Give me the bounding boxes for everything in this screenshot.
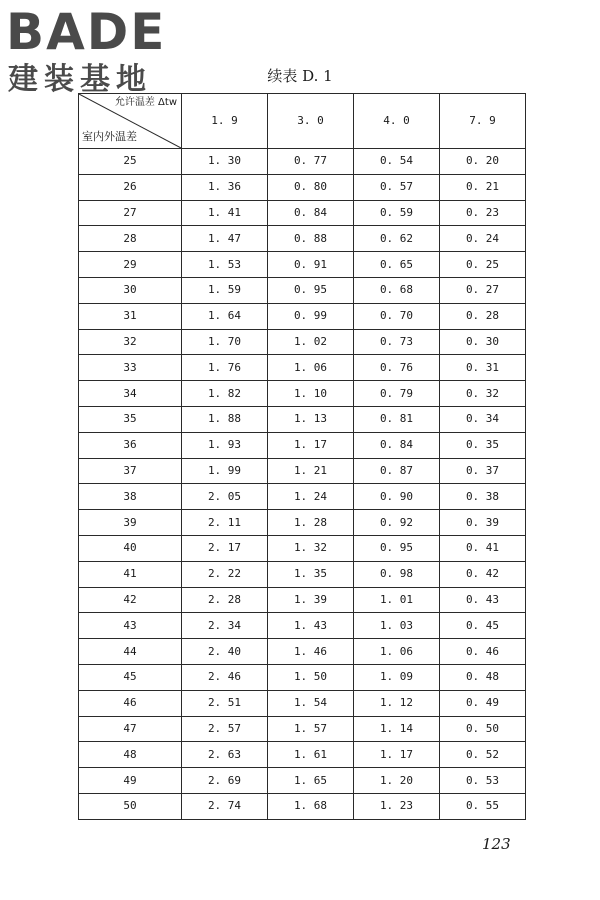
row-header-cell: 43 bbox=[79, 613, 182, 639]
table-cell: 1. 53 bbox=[182, 252, 268, 278]
table-cell: 1. 41 bbox=[182, 200, 268, 226]
table-cell: 1. 17 bbox=[268, 432, 354, 458]
table-cell: 0. 73 bbox=[354, 329, 440, 355]
table-cell: 2. 17 bbox=[182, 535, 268, 561]
table-cell: 0. 35 bbox=[440, 432, 526, 458]
table-cell: 1. 68 bbox=[268, 793, 354, 819]
table-cell: 2. 57 bbox=[182, 716, 268, 742]
table-cell: 1. 06 bbox=[354, 639, 440, 665]
row-header-cell: 30 bbox=[79, 277, 182, 303]
table-cell: 0. 77 bbox=[268, 149, 354, 175]
logo-wordmark: BADE bbox=[6, 3, 167, 61]
table-cell: 2. 74 bbox=[182, 793, 268, 819]
table-row bbox=[79, 613, 526, 639]
table-cell: 0. 30 bbox=[440, 329, 526, 355]
column-header: 1. 9 bbox=[182, 94, 268, 149]
table-cell: 0. 43 bbox=[440, 587, 526, 613]
table-cell: 0. 53 bbox=[440, 768, 526, 794]
table-cell: 0. 49 bbox=[440, 690, 526, 716]
table-cell: 0. 95 bbox=[268, 277, 354, 303]
table-cell: 0. 50 bbox=[440, 716, 526, 742]
column-header: 3. 0 bbox=[268, 94, 354, 149]
table-cell: 1. 65 bbox=[268, 768, 354, 794]
table-row bbox=[79, 768, 526, 794]
row-header-cell: 27 bbox=[79, 200, 182, 226]
table-cell: 0. 24 bbox=[440, 226, 526, 252]
table-cell: 1. 23 bbox=[354, 793, 440, 819]
table-cell: 2. 46 bbox=[182, 664, 268, 690]
row-header-cell: 29 bbox=[79, 252, 182, 278]
table-cell: 1. 99 bbox=[182, 458, 268, 484]
table-row bbox=[79, 664, 526, 690]
table-cell: 0. 68 bbox=[354, 277, 440, 303]
table-cell: 0. 84 bbox=[354, 432, 440, 458]
row-header-cell: 31 bbox=[79, 303, 182, 329]
row-header-cell: 34 bbox=[79, 381, 182, 407]
table-cell: 1. 03 bbox=[354, 613, 440, 639]
row-header-cell: 28 bbox=[79, 226, 182, 252]
table-cell: 0. 20 bbox=[440, 149, 526, 175]
table-cell: 0. 81 bbox=[354, 406, 440, 432]
row-header-cell: 45 bbox=[79, 664, 182, 690]
table-cell: 1. 39 bbox=[268, 587, 354, 613]
table-cell: 1. 61 bbox=[268, 742, 354, 768]
table-cell: 0. 32 bbox=[440, 381, 526, 407]
table-cell: 1. 82 bbox=[182, 381, 268, 407]
table-row bbox=[79, 406, 526, 432]
table-cell: 1. 13 bbox=[268, 406, 354, 432]
row-header-cell: 32 bbox=[79, 329, 182, 355]
table-cell: 0. 55 bbox=[440, 793, 526, 819]
table-cell: 0. 99 bbox=[268, 303, 354, 329]
table-cell: 0. 98 bbox=[354, 561, 440, 587]
table-cell: 0. 59 bbox=[354, 200, 440, 226]
row-header-cell: 49 bbox=[79, 768, 182, 794]
table-row bbox=[79, 639, 526, 665]
page-number: 123 bbox=[482, 835, 511, 853]
table-cell: 2. 69 bbox=[182, 768, 268, 794]
table-cell: 1. 12 bbox=[354, 690, 440, 716]
table-cell: 1. 59 bbox=[182, 277, 268, 303]
table-cell: 0. 91 bbox=[268, 252, 354, 278]
table-cell: 2. 05 bbox=[182, 484, 268, 510]
table-cell: 0. 34 bbox=[440, 406, 526, 432]
table-cell: 0. 57 bbox=[354, 174, 440, 200]
table-cell: 0. 48 bbox=[440, 664, 526, 690]
table-cell: 0. 45 bbox=[440, 613, 526, 639]
table-row bbox=[79, 149, 526, 175]
table-cell: 2. 22 bbox=[182, 561, 268, 587]
table-corner-header bbox=[79, 94, 182, 149]
table-cell: 0. 23 bbox=[440, 200, 526, 226]
table-row bbox=[79, 561, 526, 587]
table-cell: 1. 01 bbox=[354, 587, 440, 613]
table-cell: 1. 09 bbox=[354, 664, 440, 690]
table-cell: 1. 21 bbox=[268, 458, 354, 484]
table-cell: 1. 70 bbox=[182, 329, 268, 355]
corner-label-indoor-outdoor-diff: 室内外温差 bbox=[82, 130, 137, 143]
table-cell: 0. 62 bbox=[354, 226, 440, 252]
table-row bbox=[79, 510, 526, 536]
table-cell: 2. 63 bbox=[182, 742, 268, 768]
table-row bbox=[79, 742, 526, 768]
table-cell: 1. 30 bbox=[182, 149, 268, 175]
table-cell: 0. 80 bbox=[268, 174, 354, 200]
table-cell: 0. 42 bbox=[440, 561, 526, 587]
table-cell: 0. 65 bbox=[354, 252, 440, 278]
table-row bbox=[79, 484, 526, 510]
table-cell: 1. 50 bbox=[268, 664, 354, 690]
table-row bbox=[79, 458, 526, 484]
row-header-cell: 36 bbox=[79, 432, 182, 458]
table-cell: 1. 76 bbox=[182, 355, 268, 381]
row-header-cell: 39 bbox=[79, 510, 182, 536]
row-header-cell: 48 bbox=[79, 742, 182, 768]
table-row bbox=[79, 174, 526, 200]
table-cell: 1. 17 bbox=[354, 742, 440, 768]
table-cell: 1. 88 bbox=[182, 406, 268, 432]
table-row bbox=[79, 303, 526, 329]
table-cell: 0. 38 bbox=[440, 484, 526, 510]
row-header-cell: 40 bbox=[79, 535, 182, 561]
table-row bbox=[79, 200, 526, 226]
table-cell: 1. 93 bbox=[182, 432, 268, 458]
row-header-cell: 25 bbox=[79, 149, 182, 175]
table-cell: 2. 28 bbox=[182, 587, 268, 613]
table-cell: 0. 95 bbox=[354, 535, 440, 561]
table-cell: 0. 92 bbox=[354, 510, 440, 536]
table-cell: 0. 90 bbox=[354, 484, 440, 510]
table-title: 续表 D. 1 bbox=[267, 67, 333, 85]
table-row bbox=[79, 690, 526, 716]
table-cell: 0. 31 bbox=[440, 355, 526, 381]
table-cell: 2. 11 bbox=[182, 510, 268, 536]
row-header-cell: 42 bbox=[79, 587, 182, 613]
table-row bbox=[79, 277, 526, 303]
table-row bbox=[79, 432, 526, 458]
table-cell: 0. 39 bbox=[440, 510, 526, 536]
table-cell: 0. 79 bbox=[354, 381, 440, 407]
table-cell: 0. 88 bbox=[268, 226, 354, 252]
table-cell: 0. 21 bbox=[440, 174, 526, 200]
table-row bbox=[79, 793, 526, 819]
logo-subtitle: 建装基地 bbox=[8, 62, 152, 97]
table-row bbox=[79, 355, 526, 381]
table-cell: 1. 06 bbox=[268, 355, 354, 381]
table-cell: 0. 76 bbox=[354, 355, 440, 381]
table-cell: 0. 52 bbox=[440, 742, 526, 768]
column-header: 4. 0 bbox=[354, 94, 440, 149]
table-cell: 0. 46 bbox=[440, 639, 526, 665]
table-cell: 0. 87 bbox=[354, 458, 440, 484]
table-cell: 0. 37 bbox=[440, 458, 526, 484]
table-cell: 1. 10 bbox=[268, 381, 354, 407]
table-row bbox=[79, 381, 526, 407]
row-header-cell: 35 bbox=[79, 406, 182, 432]
table-cell: 0. 28 bbox=[440, 303, 526, 329]
table-cell: 1. 02 bbox=[268, 329, 354, 355]
table-cell: 1. 46 bbox=[268, 639, 354, 665]
row-header-cell: 37 bbox=[79, 458, 182, 484]
table-row bbox=[79, 329, 526, 355]
table-cell: 0. 41 bbox=[440, 535, 526, 561]
table-cell: 0. 84 bbox=[268, 200, 354, 226]
table-cell: 1. 57 bbox=[268, 716, 354, 742]
table-cell: 0. 70 bbox=[354, 303, 440, 329]
data-table bbox=[78, 93, 526, 820]
table-cell: 1. 43 bbox=[268, 613, 354, 639]
row-header-cell: 38 bbox=[79, 484, 182, 510]
table-row bbox=[79, 252, 526, 278]
row-header-cell: 26 bbox=[79, 174, 182, 200]
table-cell: 0. 25 bbox=[440, 252, 526, 278]
table-cell: 1. 64 bbox=[182, 303, 268, 329]
table-cell: 2. 51 bbox=[182, 690, 268, 716]
table-row bbox=[79, 716, 526, 742]
table-cell: 1. 47 bbox=[182, 226, 268, 252]
table-cell: 0. 27 bbox=[440, 277, 526, 303]
column-header: 7. 9 bbox=[440, 94, 526, 149]
table-header-row bbox=[79, 94, 526, 149]
table-cell: 1. 32 bbox=[268, 535, 354, 561]
table-cell: 2. 40 bbox=[182, 639, 268, 665]
table-cell: 1. 24 bbox=[268, 484, 354, 510]
row-header-cell: 47 bbox=[79, 716, 182, 742]
row-header-cell: 50 bbox=[79, 793, 182, 819]
table-cell: 2. 34 bbox=[182, 613, 268, 639]
table-row bbox=[79, 587, 526, 613]
table-cell: 0. 54 bbox=[354, 149, 440, 175]
table-cell: 1. 36 bbox=[182, 174, 268, 200]
row-header-cell: 46 bbox=[79, 690, 182, 716]
row-header-cell: 41 bbox=[79, 561, 182, 587]
table-cell: 1. 54 bbox=[268, 690, 354, 716]
table-cell: 1. 20 bbox=[354, 768, 440, 794]
corner-label-allowed-temp-diff: 允许温差 Δtw bbox=[114, 97, 177, 108]
table-cell: 1. 28 bbox=[268, 510, 354, 536]
table-cell: 1. 14 bbox=[354, 716, 440, 742]
row-header-cell: 33 bbox=[79, 355, 182, 381]
row-header-cell: 44 bbox=[79, 639, 182, 665]
table-row bbox=[79, 226, 526, 252]
table-cell: 1. 35 bbox=[268, 561, 354, 587]
table-row bbox=[79, 535, 526, 561]
